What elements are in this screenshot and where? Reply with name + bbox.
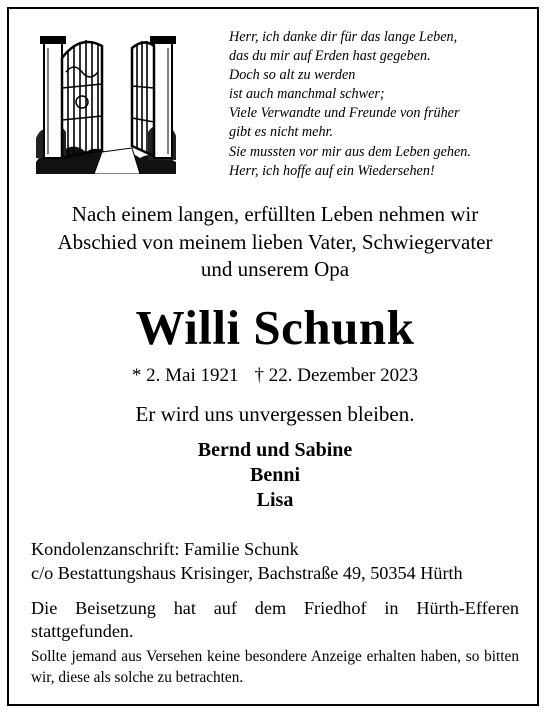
intro-line: und unserem Opa <box>200 257 350 281</box>
family-member: Benni <box>249 464 301 486</box>
poem-line: Herr, ich danke dir für das lange Leben, <box>229 29 458 45</box>
notice-text: Sollte jemand aus Versehen keine besondere Anzeige erhalten haben, so bitten wir, diese als solche zu betrachten. <box>31 648 519 686</box>
burial-info: Die Beisetzung hat auf dem Friedhof in Hürth-Efferen stattgefunden. <box>31 598 519 641</box>
family-member: Bernd und Sabine <box>197 439 353 461</box>
memory-line: Er wird uns unvergessen bleiben. <box>135 402 415 426</box>
condolence-address <box>31 538 519 585</box>
poem-line: ist auch manchmal schwer; <box>229 86 385 103</box>
life-dates <box>0 364 550 388</box>
birth-date: * 2. Mai 1921 <box>131 365 239 386</box>
poem-line: Sie mussten vor mir aus dem Leben gehen. <box>229 143 471 160</box>
poem-line: das du mir auf Erden hast gegeben. <box>229 48 431 65</box>
intro-line: Nach einem langen, erfüllten Leben nehmen wir <box>71 202 479 226</box>
condolence-line: Kondolenzanschrift: Familie Schunk <box>31 539 299 559</box>
family-member: Lisa <box>256 489 294 511</box>
poem <box>229 28 534 181</box>
death-date: † 22. Dezember 2023 <box>254 365 419 386</box>
condolence-line: c/o Bestattungshaus Krisinger, Bachstraße 49, 50354 Hürth <box>31 562 463 583</box>
deceased-name: Willi Schunk <box>135 300 415 355</box>
poem-line: Doch so alt zu werden <box>229 67 356 84</box>
family-names <box>0 438 550 513</box>
intro-line: Abschied von meinem lieben Vater, Schwiegervater <box>57 229 493 254</box>
poem-line: Viele Verwandte und Freunde von früher <box>229 105 460 122</box>
open-gate-icon <box>36 28 176 174</box>
intro-text <box>0 201 550 284</box>
poem-line: gibt es nicht mehr. <box>229 124 334 141</box>
poem-line: Herr, ich hoffe auf ein Wiedersehen! <box>229 162 435 179</box>
